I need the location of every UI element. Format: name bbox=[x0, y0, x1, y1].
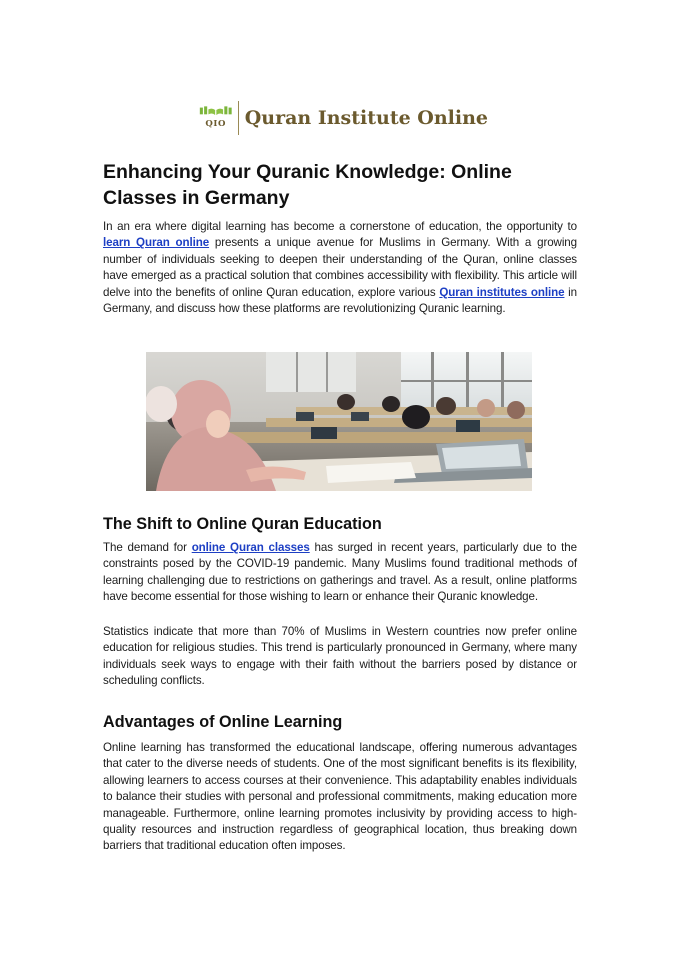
logo-mark-text: QIO bbox=[205, 118, 227, 129]
quran-institutes-online-link[interactable]: Quran institutes online bbox=[439, 285, 565, 299]
section-heading-shift: The Shift to Online Quran Education bbox=[103, 515, 382, 533]
open-book-logo-icon bbox=[198, 98, 234, 138]
section-heading-advantages: Advantages of Online Learning bbox=[103, 713, 343, 731]
intro-text-1: In an era where digital learning has become a cornerstone of education, the opportunity to bbox=[103, 220, 577, 233]
online-quran-classes-link[interactable]: online Quran classes bbox=[191, 541, 310, 554]
shift-text-1: The demand for bbox=[103, 541, 192, 554]
intro-paragraph bbox=[103, 219, 577, 317]
shift-paragraph-2: Statistics indicate that more than 70% of Muslims in Western countries now prefer online education for religious studies. This trend is particularly pronounced in Germany, where many individuals seek ways to engage with their faith without the barriers posed by distance or scheduling conflicts. bbox=[103, 625, 577, 688]
article-title: Enhancing Your Quranic Knowledge: Online Classes in Germany bbox=[103, 161, 512, 209]
intro-text-2: presents a unique avenue for Muslims in Germany. With a growing number of individuals seeking to deepen their understanding of the Quran, online classes have emerged as a practical solution that combines accessibility with flexibility. This article will delve into the benefits of online Quran education, explore various bbox=[103, 236, 577, 299]
learn-quran-online-link[interactable]: learn Quran online bbox=[103, 236, 210, 250]
site-logo[interactable] bbox=[198, 98, 488, 138]
logo-divider bbox=[238, 101, 239, 135]
logo-name: Quran Institute Online bbox=[244, 107, 488, 129]
shift-text-2: has surged in recent years, particularly due to the constraints posed by the COVID-19 pandemic. Many Muslims found traditional methods of learning challenging due to restrictions on gatherings and travel. As a result, online platforms have become essential for those wishing to learn or enhance their Quranic knowledge. bbox=[103, 541, 577, 604]
intro-text-3: in Germany, and discuss how these platforms are revolutionizing Quranic learning. bbox=[103, 285, 577, 316]
shift-paragraph-1 bbox=[103, 540, 577, 606]
advantages-paragraph: Online learning has transformed the educational landscape, offering numerous advantages that cater to the diverse needs of students. One of the most significant benefits is its flexibility, allowing learners to access courses at their convenience. This adaptability enables individuals to balance their studies with personal and professional commitments, making education more manageable. Furthermore, online learning promotes inclusivity by providing access to high-quality resources and instruction regardless of geographical location, thus breaking down barriers that traditional education often imposes. bbox=[103, 741, 577, 853]
classroom-photo bbox=[146, 352, 532, 491]
